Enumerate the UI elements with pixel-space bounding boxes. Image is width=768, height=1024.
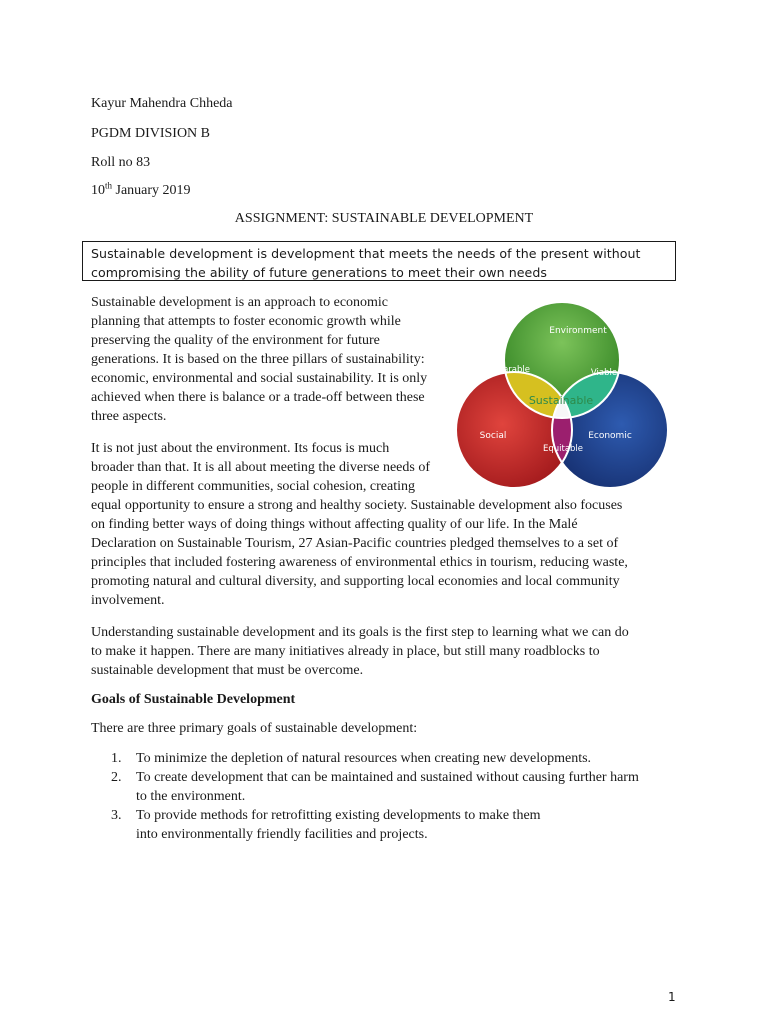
author-name: Kayur Mahendra Chheda (91, 96, 233, 111)
page-number: 1 (668, 990, 676, 1004)
text-line: three aspects. (91, 409, 167, 424)
date (91, 182, 191, 200)
goal-item (91, 749, 691, 768)
goal-text: to the environment. (136, 789, 246, 804)
text-line: sustainable development that must be overcome. (91, 663, 364, 678)
date-rest: January 2019 (112, 183, 191, 198)
goals-intro: There are three primary goals of sustainable development: (91, 721, 418, 736)
goal-text: into environmentally friendly facilities and projects. (136, 827, 428, 842)
text-line: involvement. (91, 593, 165, 608)
date-day: 10 (91, 183, 105, 198)
bearable-label: Bearable (492, 365, 530, 375)
goal-number: 1. (111, 751, 122, 766)
economic-label: Economic (588, 431, 632, 441)
goal-number: 2. (111, 770, 122, 785)
text-line: on finding better ways of doing things without affecting quality of our life. In the Malé (91, 517, 578, 532)
paragraph-understanding (91, 623, 629, 680)
division: PGDM DIVISION B (91, 126, 211, 141)
goal-item (91, 768, 691, 806)
page-title: ASSIGNMENT: SUSTAINABLE DEVELOPMENT (234, 211, 534, 226)
text-line: planning that attempts to foster economic growth while (91, 314, 401, 329)
text-line: promoting natural and cultural diversity, and supporting local economies and local community (91, 574, 620, 589)
sustainability-venn-diagram (450, 298, 675, 493)
text-line: people in different communities, social cohesion, creating (91, 479, 415, 494)
environment-label: Environment (549, 326, 607, 336)
social-label: Social (479, 431, 507, 441)
viable-label: Viable (590, 368, 618, 378)
goal-text: To minimize the depletion of natural resources when creating new developments. (136, 751, 592, 766)
goals-list (91, 749, 691, 844)
goals-heading: Goals of Sustainable Development (91, 692, 296, 707)
goal-number: 3. (111, 808, 122, 823)
definition-line: compromising the ability of future generations to meet their own needs (91, 265, 547, 280)
text-line: economic, environmental and social sustainability. It is only (91, 371, 428, 386)
text-line: preserving the quality of the environment for future (91, 333, 380, 348)
text-line: It is not just about the environment. Its focus is much (91, 441, 390, 456)
text-line: Declaration on Sustainable Tourism, 27 Asian-Pacific countries pledged themselves to a set of (91, 536, 619, 551)
text-line: equal opportunity to ensure a strong and healthy society. Sustainable development also focuses (91, 498, 623, 513)
sustainable-label: Sustainable (528, 394, 594, 407)
equitable-label: Equitable (542, 444, 584, 454)
text-line: to make it happen. There are many initiatives already in place, but still many roadblocks to (91, 644, 600, 659)
text-line: achieved when there is balance or a trade-off between these (91, 390, 425, 405)
goal-text: To create development that can be maintained and sustained without causing further harm (136, 770, 639, 785)
roll-number: Roll no 83 (91, 155, 151, 170)
definition-line: Sustainable development is development that meets the needs of the present without (91, 246, 641, 261)
goal-text: To provide methods for retrofitting existing developments to make them (136, 808, 541, 823)
text-line: principles that included fostering awareness of environmental ethics in tourism, reducing waste, (91, 555, 628, 570)
text-line: generations. It is based on the three pillars of sustainability: (91, 352, 425, 367)
text-line: Understanding sustainable development and its goals is the first step to learning what we can do (91, 625, 629, 640)
goal-item (91, 806, 691, 844)
text-line: Sustainable development is an approach to economic (91, 295, 389, 310)
text-line: broader than that. It is all about meeting the diverse needs of (91, 460, 431, 475)
date-suffix: th (105, 180, 113, 191)
paragraph-intro (91, 293, 427, 426)
definition-box (82, 241, 676, 281)
